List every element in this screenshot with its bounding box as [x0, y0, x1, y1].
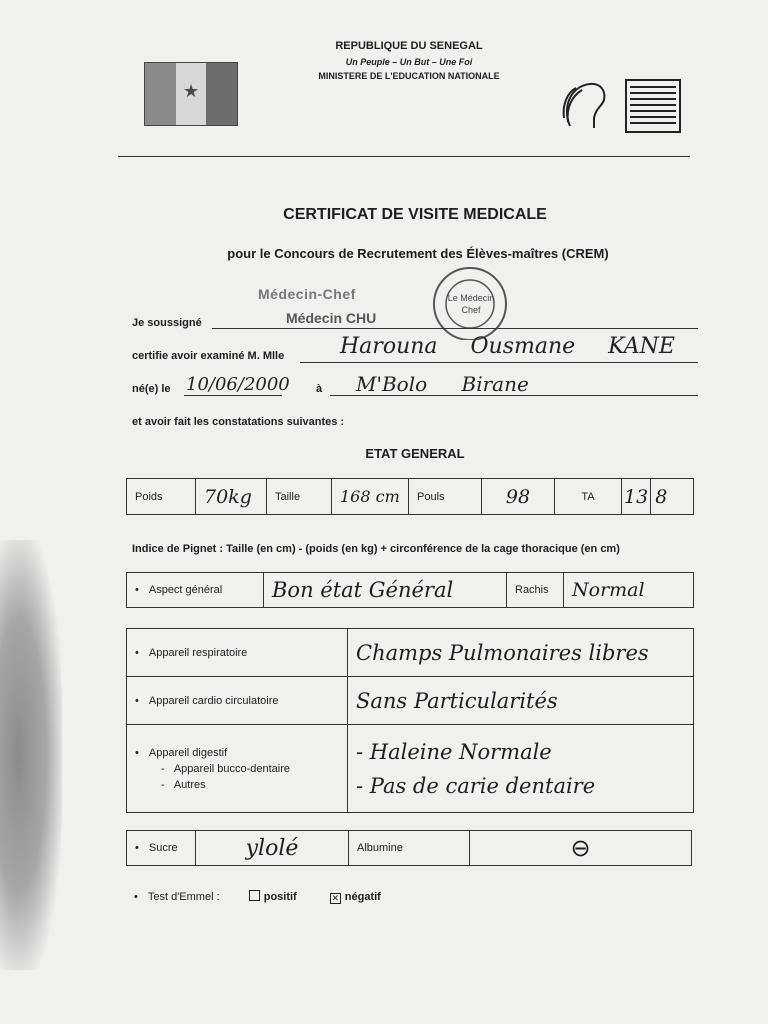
digestif-value: - Haleine Normale [356, 739, 552, 764]
digestif-values [348, 725, 694, 813]
emmel-negatif[interactable] [330, 891, 381, 903]
candidate-name: Harouna Ousmane KANE [340, 334, 675, 359]
soussigne-label: Je soussigné [132, 317, 202, 329]
poids-value: 70kg [196, 479, 267, 515]
positif-label: positif [263, 891, 297, 903]
cardio-label: • Appareil cardio circulatoire [127, 677, 348, 725]
appareils-table [126, 628, 694, 813]
constat-label: et avoir fait les constatations suivantes : [132, 416, 345, 428]
rachis-label: Rachis [507, 573, 564, 608]
bucco-label: Appareil bucco-dentaire [173, 762, 291, 775]
aspect-label: • Aspect général [127, 573, 264, 608]
section-title: ETAT GENERAL [365, 446, 465, 461]
paper-stain [0, 540, 62, 970]
rachis-value: Normal [564, 573, 694, 608]
stamp-inner-line-2: Chef [461, 305, 481, 315]
bucco-value: - Pas de carie dentaire [356, 773, 596, 798]
ta-value-diastolic: 8 [651, 479, 694, 515]
poids-label: Poids [127, 479, 196, 515]
resp-value: Champs Pulmonaires libres [348, 629, 694, 677]
header-motto: Un Peuple – Un But – Une Foi [345, 57, 473, 67]
urine-table [126, 830, 692, 866]
albumine-value: ⊖ [470, 831, 692, 866]
emmel-label: • Test d'Emmel : [134, 891, 220, 903]
name-line [300, 362, 698, 363]
signer-stamp-line-1: Médecin-Chef [258, 286, 356, 302]
emmel-row [134, 890, 381, 904]
birth-place: M'Bolo Birane [356, 372, 529, 396]
ministry-logo-icon [560, 78, 684, 134]
checkbox-positif[interactable] [249, 890, 260, 901]
soussigne-line [212, 328, 698, 329]
signer-stamp-line-2: Médecin CHU [286, 310, 377, 326]
ta-label: TA [555, 479, 622, 515]
autres-row: - Autres [161, 778, 206, 791]
birth-date: 10/06/2000 [186, 374, 290, 395]
negatif-label: négatif [344, 891, 381, 903]
checkbox-negatif[interactable]: ✕ [331, 893, 340, 903]
page-title: CERTIFICAT DE VISITE MEDICALE [283, 206, 547, 223]
vitals-table [126, 478, 694, 515]
sucre-value: ylolé [196, 831, 349, 866]
digestif-cell [127, 725, 348, 813]
aspect-value: Bon état Général [264, 573, 507, 608]
sucre-label: • Sucre [127, 831, 196, 866]
aspect-table [126, 572, 694, 608]
stamp-inner-line-1: Le Médecin [447, 293, 495, 303]
pouls-label: Pouls [409, 479, 482, 515]
certifie-label: certifie avoir examiné M. Mlle [132, 350, 285, 362]
pouls-value: 98 [482, 479, 555, 515]
ta-value-systolic: 13 [622, 479, 651, 515]
bucco-row: - Appareil bucco-dentaire [161, 762, 291, 775]
taille-value: 168 cm [332, 479, 409, 515]
resp-label: • Appareil respiratoire [127, 629, 348, 677]
stamp-inner [436, 292, 506, 316]
emmel-positif[interactable] [249, 891, 300, 903]
digestif-label: • Appareil digestif [135, 745, 339, 761]
birth-date-line [184, 395, 282, 396]
birth-place-label: à [316, 383, 323, 395]
cardio-value: Sans Particularités [348, 677, 694, 725]
header-ministry: MINISTERE DE L'EDUCATION NATIONALE [318, 71, 500, 81]
taille-label: Taille [267, 479, 332, 515]
header-country: REPUBLIQUE DU SENEGAL [335, 40, 483, 52]
birth-date-label: né(e) le [132, 383, 171, 395]
senegal-flag-icon: ★ [144, 62, 238, 126]
page-subtitle: pour le Concours de Recrutement des Élèves-maîtres (CREM) [227, 246, 609, 261]
pignet-note: Indice de Pignet : Taille (en cm) - (poids (en kg) + circonférence de la cage thoracique (en cm) [132, 543, 620, 555]
albumine-label: Albumine [349, 831, 470, 866]
header-divider [118, 156, 690, 157]
autres-label: Autres [173, 778, 206, 791]
